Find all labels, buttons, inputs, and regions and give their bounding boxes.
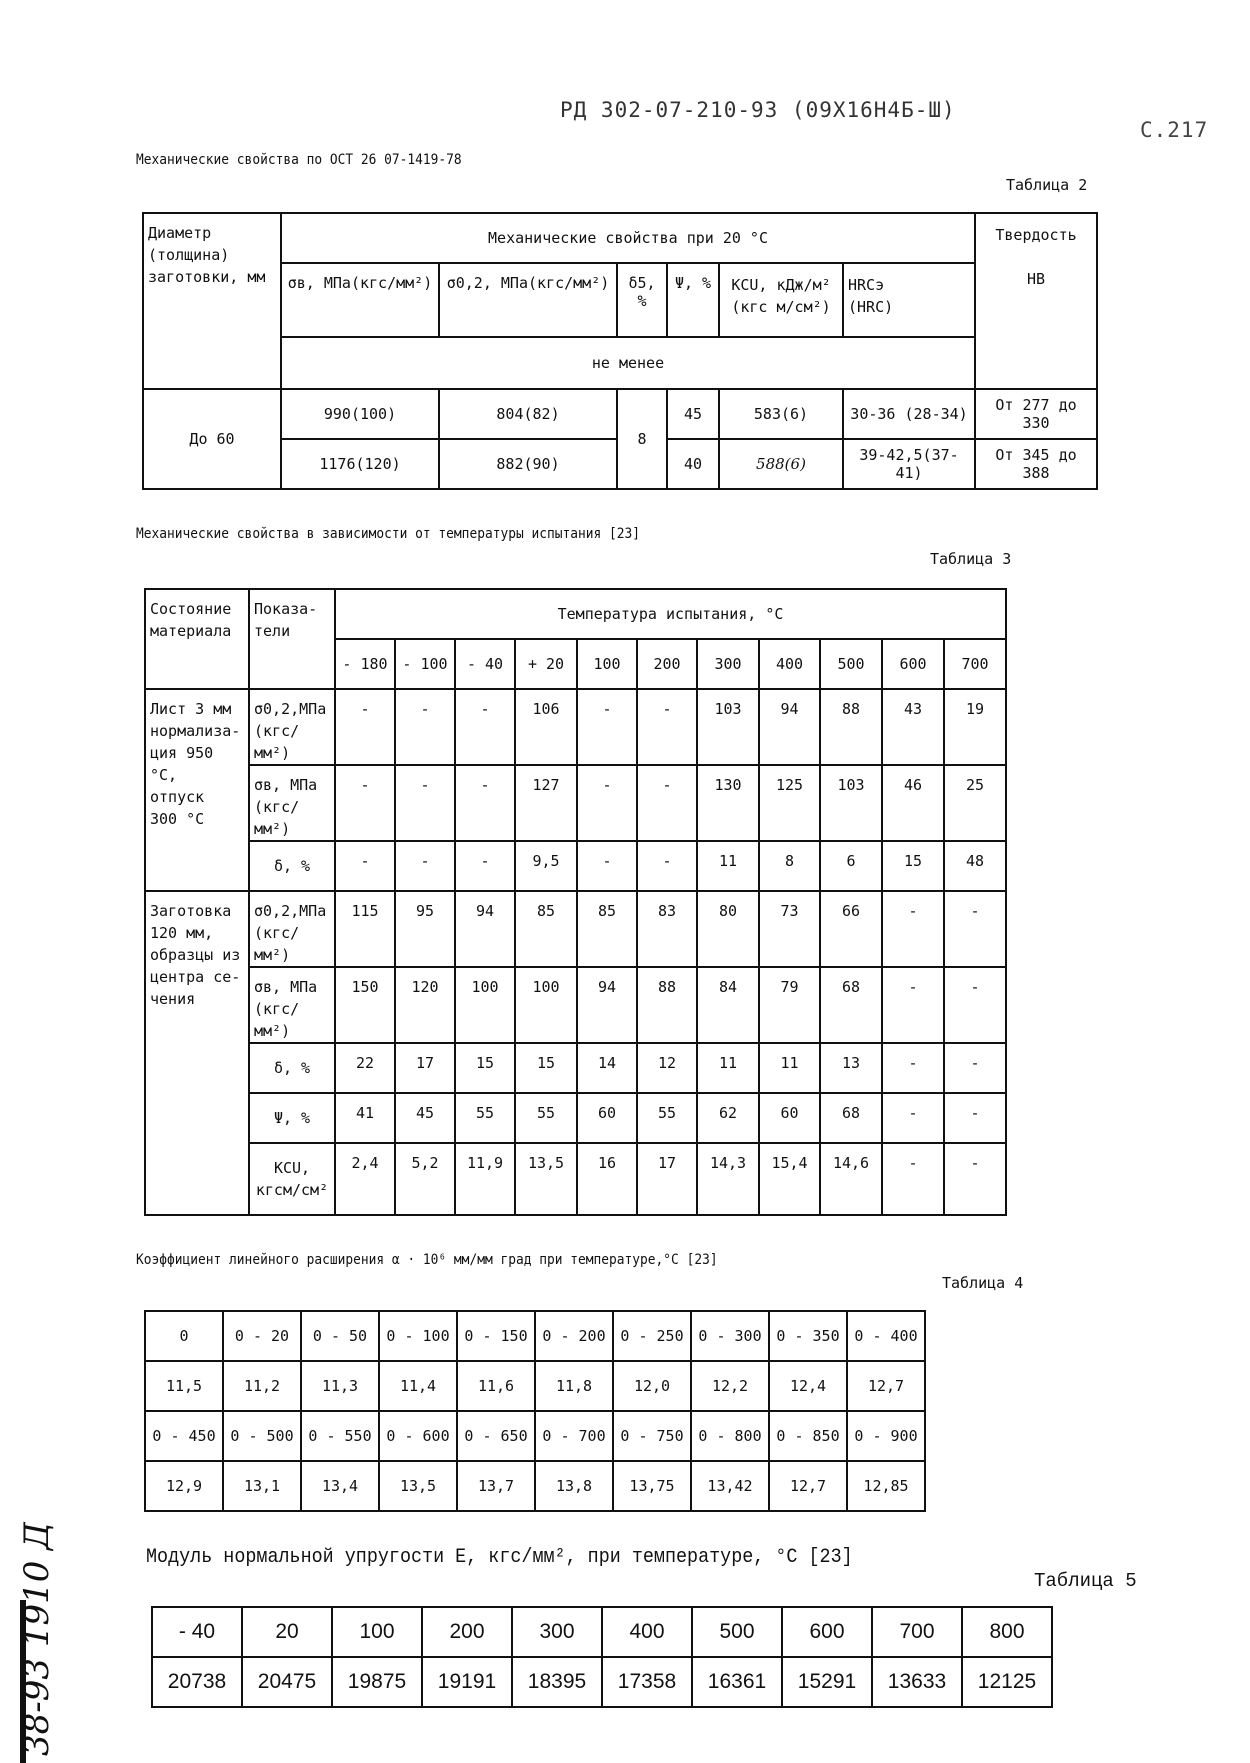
t3-value-cell: - (395, 689, 455, 765)
t3-value-cell: 130 (697, 765, 759, 841)
t3-group2-state: Заготовка 120 мм, образцы из центра се- чения (145, 891, 249, 1215)
t3-value-cell: - (335, 841, 395, 891)
t5-value-cell: 13633 (872, 1657, 962, 1707)
t3-value-cell: 14 (577, 1043, 637, 1093)
t4-value-cell: 12,9 (145, 1461, 223, 1511)
t3-value-cell: 68 (820, 967, 882, 1043)
t4-value-cell: 11,5 (145, 1361, 223, 1411)
t4-range-cell: 0 - 150 (457, 1311, 535, 1361)
t3-value-cell: 88 (637, 967, 697, 1043)
t4-range-cell: 0 - 200 (535, 1311, 613, 1361)
t3-temperature-header: + 20 (515, 639, 577, 689)
t2-cell-handwritten: 588(6) (719, 439, 843, 489)
t3-value-cell: 55 (515, 1093, 577, 1143)
table4-caption: Коэффициент линейного расширения α · 10⁶ мм/мм град при температуре,°С [23] (136, 1252, 718, 1268)
t2-cell: 583(6) (719, 389, 843, 439)
t3-value-cell: - (882, 1143, 944, 1215)
t4-value-cell: 11,6 (457, 1361, 535, 1411)
t3-value-cell: 45 (395, 1093, 455, 1143)
t4-value-cell: 13,75 (613, 1461, 691, 1511)
t3-temperature-header: 100 (577, 639, 637, 689)
t3-value-cell: 85 (515, 891, 577, 967)
t3-value-cell: 73 (759, 891, 820, 967)
t3-header-state: Состояние материала (145, 589, 249, 689)
t3-value-cell: 9,5 (515, 841, 577, 891)
t3-temperature-header: 400 (759, 639, 820, 689)
t2-col-header: σв, МПа(кгс/мм²) (281, 263, 439, 337)
table2 (142, 212, 1098, 490)
t3-value-cell: - (882, 967, 944, 1043)
t5-temperature-cell: 500 (692, 1607, 782, 1657)
t3-indicator: σ0,2,МПа (кгс/мм²) (249, 689, 335, 765)
t4-value-cell: 13,42 (691, 1461, 769, 1511)
t3-value-cell: 95 (395, 891, 455, 967)
t4-value-cell: 13,1 (223, 1461, 301, 1511)
t3-indicator: σв, МПа (кгс/мм²) (249, 967, 335, 1043)
t3-value-cell: 55 (637, 1093, 697, 1143)
t5-temperature-cell: 200 (422, 1607, 512, 1657)
t3-indicator: δ, % (249, 1043, 335, 1093)
t3-value-cell: 22 (335, 1043, 395, 1093)
t3-value-cell: 127 (515, 765, 577, 841)
t3-value-cell: 6 (820, 841, 882, 891)
t3-value-cell: 5,2 (395, 1143, 455, 1215)
t5-temperature-cell: 600 (782, 1607, 872, 1657)
t3-value-cell: 85 (577, 891, 637, 967)
t2-header-mech: Механические свойства при 20 °С (281, 213, 975, 263)
t3-indicator: σв, МПа (кгс/мм²) (249, 765, 335, 841)
t3-value-cell: 94 (455, 891, 515, 967)
t3-value-cell: - (637, 765, 697, 841)
t2-cell: 30-36 (28-34) (843, 389, 975, 439)
t5-value-cell: 17358 (602, 1657, 692, 1707)
t4-range-cell: 0 - 700 (535, 1411, 613, 1461)
t3-value-cell: 17 (395, 1043, 455, 1093)
t3-value-cell: 12 (637, 1043, 697, 1093)
t4-range-cell: 0 - 900 (847, 1411, 925, 1461)
table2-caption: Механические свойства по ОСТ 26 07-1419-78 (136, 152, 462, 168)
t3-value-cell: 11,9 (455, 1143, 515, 1215)
t3-temperature-header: 700 (944, 639, 1006, 689)
t5-value-cell: 19875 (332, 1657, 422, 1707)
t4-range-cell: 0 - 250 (613, 1311, 691, 1361)
t3-value-cell: 13 (820, 1043, 882, 1093)
t3-value-cell: - (637, 689, 697, 765)
t5-value-cell: 16361 (692, 1657, 782, 1707)
t3-value-cell: 60 (577, 1093, 637, 1143)
t3-value-cell: - (455, 841, 515, 891)
t3-value-cell: 13,5 (515, 1143, 577, 1215)
t3-value-cell: 60 (759, 1093, 820, 1143)
t4-value-cell: 11,3 (301, 1361, 379, 1411)
t3-value-cell: - (455, 689, 515, 765)
t3-value-cell: 15 (515, 1043, 577, 1093)
t4-value-cell: 12,7 (769, 1461, 847, 1511)
t3-indicator: KCU, кгсм/см² (249, 1143, 335, 1215)
t3-value-cell: - (637, 841, 697, 891)
t3-value-cell: - (335, 765, 395, 841)
t4-value-cell: 13,8 (535, 1461, 613, 1511)
t4-range-cell: 0 - 450 (145, 1411, 223, 1461)
t3-value-cell: 48 (944, 841, 1006, 891)
t2-col-header: HRCэ (HRC) (843, 263, 975, 337)
t2-col-header: σ0,2, МПа(кгс/мм²) (439, 263, 617, 337)
t3-temperature-header: 200 (637, 639, 697, 689)
t3-value-cell: 79 (759, 967, 820, 1043)
t3-value-cell: - (882, 1093, 944, 1143)
t3-temperature-header: - 180 (335, 639, 395, 689)
t3-value-cell: 15,4 (759, 1143, 820, 1215)
t4-value-cell: 11,2 (223, 1361, 301, 1411)
t2-col-header: δ5, % (617, 263, 667, 337)
t4-value-cell: 12,7 (847, 1361, 925, 1411)
table4 (144, 1310, 926, 1512)
t2-cell: От 345 до 388 (975, 439, 1097, 489)
t4-value-cell: 12,85 (847, 1461, 925, 1511)
t3-value-cell: 103 (820, 765, 882, 841)
t2-not-less: не менее (281, 337, 975, 389)
t3-value-cell: - (335, 689, 395, 765)
table2-label: Таблица 2 (1006, 176, 1088, 194)
t3-value-cell: 100 (455, 967, 515, 1043)
t3-value-cell: 84 (697, 967, 759, 1043)
t3-value-cell: - (577, 689, 637, 765)
t2-cell: 39-42,5(37-41) (843, 439, 975, 489)
t2-delta-value: 8 (617, 389, 667, 489)
t4-value-cell: 11,4 (379, 1361, 457, 1411)
t3-value-cell: - (395, 765, 455, 841)
table3-caption: Механические свойства в зависимости от температуры испытания [23] (136, 526, 641, 542)
t3-value-cell: 100 (515, 967, 577, 1043)
t3-value-cell: - (944, 1093, 1006, 1143)
t3-value-cell: 41 (335, 1093, 395, 1143)
t3-value-cell: 80 (697, 891, 759, 967)
t4-value-cell: 11,8 (535, 1361, 613, 1411)
t2-diameter-value: До 60 (143, 389, 281, 489)
t4-range-cell: 0 - 350 (769, 1311, 847, 1361)
t3-value-cell: 55 (455, 1093, 515, 1143)
t4-range-cell: 0 - 300 (691, 1311, 769, 1361)
t3-value-cell: - (882, 891, 944, 967)
t4-value-cell: 13,7 (457, 1461, 535, 1511)
t3-value-cell: - (577, 841, 637, 891)
t3-value-cell: - (577, 765, 637, 841)
t3-value-cell: 83 (637, 891, 697, 967)
t2-col-header: Ψ, % (667, 263, 719, 337)
t5-value-cell: 20475 (242, 1657, 332, 1707)
t5-value-cell: 12125 (962, 1657, 1052, 1707)
t3-indicator: Ψ, % (249, 1093, 335, 1143)
t4-range-cell: 0 - 500 (223, 1411, 301, 1461)
t3-value-cell: 46 (882, 765, 944, 841)
t2-header-diameter: Диаметр (толщина) заготовки, мм (143, 213, 281, 389)
t4-range-cell: 0 - 650 (457, 1411, 535, 1461)
t5-temperature-cell: 700 (872, 1607, 962, 1657)
table5-label: Таблица 5 (1034, 1570, 1137, 1592)
document-title: РД 302-07-210-93 (09Х16Н4Б-Ш) (560, 98, 956, 122)
table5-caption: Модуль нормальной упругости Е, кгс/мм², при температуре, °С [23] (146, 1546, 853, 1569)
t3-value-cell: 25 (944, 765, 1006, 841)
t5-temperature-cell: 800 (962, 1607, 1052, 1657)
t3-value-cell: 62 (697, 1093, 759, 1143)
t3-value-cell: 120 (395, 967, 455, 1043)
t4-value-cell: 12,4 (769, 1361, 847, 1411)
t3-value-cell: 115 (335, 891, 395, 967)
t4-range-cell: 0 - 850 (769, 1411, 847, 1461)
t3-header-temperature: Температура испытания, °С (335, 589, 1006, 639)
t3-value-cell: - (882, 1043, 944, 1093)
t4-range-cell: 0 - 100 (379, 1311, 457, 1361)
t3-value-cell: 8 (759, 841, 820, 891)
t4-range-cell: 0 - 600 (379, 1411, 457, 1461)
t2-cell: 45 (667, 389, 719, 439)
t3-value-cell: - (944, 1143, 1006, 1215)
t3-value-cell: 106 (515, 689, 577, 765)
t3-temperature-header: 500 (820, 639, 882, 689)
t3-temperature-header: 600 (882, 639, 944, 689)
t3-indicator: σ0,2,МПа (кгс/мм²) (249, 891, 335, 967)
t4-value-cell: 12,0 (613, 1361, 691, 1411)
t3-value-cell: 11 (697, 1043, 759, 1093)
t5-value-cell: 18395 (512, 1657, 602, 1707)
t3-value-cell: - (455, 765, 515, 841)
t3-value-cell: 15 (882, 841, 944, 891)
t3-value-cell: 150 (335, 967, 395, 1043)
t2-header-hardness: Твердость НВ (975, 213, 1097, 389)
t2-cell: 990(100) (281, 389, 439, 439)
t3-value-cell: 15 (455, 1043, 515, 1093)
t3-value-cell: 125 (759, 765, 820, 841)
t4-value-cell: 13,5 (379, 1461, 457, 1511)
t4-range-cell: 0 (145, 1311, 223, 1361)
t3-value-cell: 11 (697, 841, 759, 891)
table3-label: Таблица 3 (930, 550, 1012, 568)
t3-value-cell: - (944, 1043, 1006, 1093)
table3 (144, 588, 1007, 1216)
t5-temperature-cell: 300 (512, 1607, 602, 1657)
t4-range-cell: 0 - 400 (847, 1311, 925, 1361)
table4-label: Таблица 4 (942, 1274, 1024, 1292)
t3-value-cell: 2,4 (335, 1143, 395, 1215)
t5-value-cell: 15291 (782, 1657, 872, 1707)
t4-range-cell: 0 - 800 (691, 1411, 769, 1461)
t3-indicator: δ, % (249, 841, 335, 891)
page-number: С.217 (1140, 118, 1209, 142)
handwritten-stamp (4, 1480, 64, 1763)
t3-group1-state: Лист 3 мм нормализа- ция 950 °С, отпуск 300 °С (145, 689, 249, 891)
t2-cell: 882(90) (439, 439, 617, 489)
t3-value-cell: 68 (820, 1093, 882, 1143)
t3-value-cell: 66 (820, 891, 882, 967)
t3-temperature-header: - 40 (455, 639, 515, 689)
t3-value-cell: 43 (882, 689, 944, 765)
t3-value-cell: 14,3 (697, 1143, 759, 1215)
t5-value-cell: 19191 (422, 1657, 512, 1707)
t3-value-cell: - (944, 891, 1006, 967)
table5 (151, 1606, 1053, 1708)
t3-value-cell: 94 (759, 689, 820, 765)
t3-value-cell: 88 (820, 689, 882, 765)
t3-value-cell: 103 (697, 689, 759, 765)
t3-temperature-header: 300 (697, 639, 759, 689)
t3-value-cell: 17 (637, 1143, 697, 1215)
t3-temperature-header: - 100 (395, 639, 455, 689)
t4-range-cell: 0 - 50 (301, 1311, 379, 1361)
t4-value-cell: 12,2 (691, 1361, 769, 1411)
t4-range-cell: 0 - 20 (223, 1311, 301, 1361)
t5-temperature-cell: 100 (332, 1607, 422, 1657)
t3-value-cell: 94 (577, 967, 637, 1043)
t2-cell: 1176(120) (281, 439, 439, 489)
svg-text:38-93 1910 Д: 38-93 1910 Д (17, 1522, 57, 1756)
t5-temperature-cell: - 40 (152, 1607, 242, 1657)
t3-value-cell: 14,6 (820, 1143, 882, 1215)
t5-temperature-cell: 400 (602, 1607, 692, 1657)
t2-cell: От 277 до 330 (975, 389, 1097, 439)
t2-cell: 40 (667, 439, 719, 489)
t2-col-header: KCU, кДж/м² (кгс м/см²) (719, 263, 843, 337)
t4-value-cell: 13,4 (301, 1461, 379, 1511)
t4-range-cell: 0 - 750 (613, 1411, 691, 1461)
t2-cell: 804(82) (439, 389, 617, 439)
t4-range-cell: 0 - 550 (301, 1411, 379, 1461)
t3-value-cell: 11 (759, 1043, 820, 1093)
t3-value-cell: 19 (944, 689, 1006, 765)
t3-header-indicator: Показа- тели (249, 589, 335, 689)
t5-value-cell: 20738 (152, 1657, 242, 1707)
t3-value-cell: 16 (577, 1143, 637, 1215)
t3-value-cell: - (395, 841, 455, 891)
t5-temperature-cell: 20 (242, 1607, 332, 1657)
t3-value-cell: - (944, 967, 1006, 1043)
